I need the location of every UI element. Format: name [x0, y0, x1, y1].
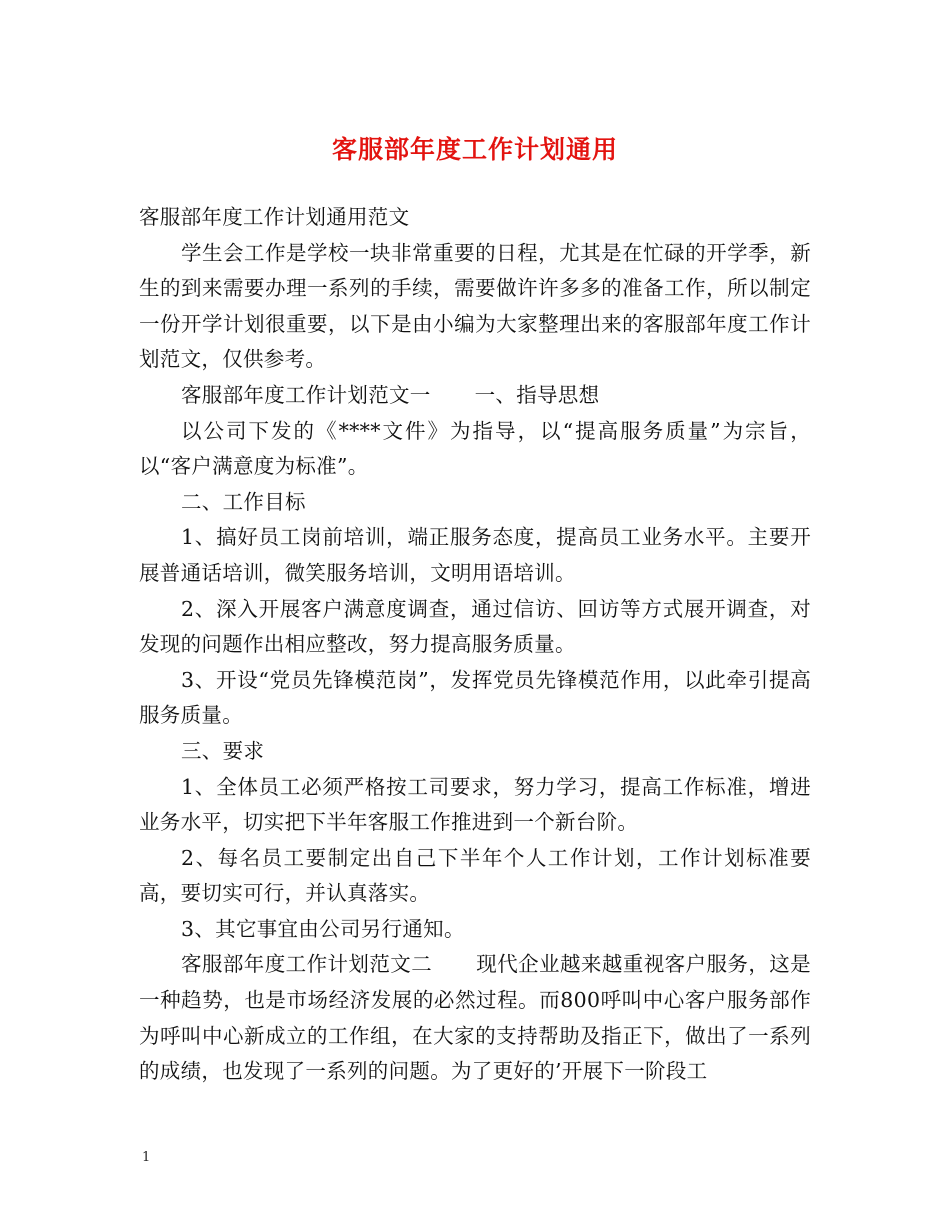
section-2-heading: 客服部年度工作计划范文二	[181, 952, 433, 977]
section-1-heading: 客服部年度工作计划范文一	[181, 382, 431, 407]
section-2-paragraph	[139, 947, 811, 1089]
section-1-subheading: 一、指导思想	[474, 382, 600, 407]
heading-requirements: 三、要求	[181, 738, 265, 763]
requirement-item-3: 3、其它事宜由公司另行通知。	[181, 916, 465, 941]
requirement-item-2: 2、每名员工要制定出自己下半年个人工作计划，工作计划标准要高，要切实可行，并认真落实。	[139, 845, 811, 906]
requirement-item-1: 1、全体员工必须严格按工司要求，努力学习，提高工作标准，增进业务水平，切实把下半年客服工作推进到一个新台阶。	[139, 774, 811, 835]
goal-item-3: 3、开设“党员先锋模范岗”，发挥党员先锋模范作用，以此牵引提高服务质量。	[139, 667, 811, 728]
paragraph-guiding-idea: 以公司下发的《****文件》为指导，以“提高服务质量”为宗旨，以“客户满意度为标准”。	[139, 418, 811, 479]
goal-item-2: 2、深入开展客户满意度调查，通过信访、回访等方式展开调查，对发现的问题作出相应整改，努力提高服务质量。	[139, 596, 811, 657]
section-1-heading-line	[139, 378, 811, 414]
document-subtitle: 客服部年度工作计划通用范文	[139, 205, 410, 229]
heading-work-goals: 二、工作目标	[181, 489, 306, 514]
section-2-text: 现代企业越来越重视客户服务，这是一种趋势，也是市场经济发展的必然过程。而800呼叫中心客户服务部作为呼叫中心新成立的工作组，在大家的支持帮助及指正下，做出了一系列的成绩，也发现了一系列的问题。为了更好的’开展下一阶段工	[139, 952, 811, 1084]
page-number: 1	[142, 1150, 151, 1165]
document-title: 客服部年度工作计划通用	[331, 135, 618, 164]
paragraph-intro: 学生会工作是学校一块非常重要的日程，尤其是在忙碌的开学季，新生的到来需要办理一系列的手续，需要做许许多多的准备工作，所以制定一份开学计划很重要，以下是由小编为大家整理出来的客服部年度工作计划范文，仅供参考。	[139, 240, 811, 372]
goal-item-1: 1、搞好员工岗前培训，端正服务态度，提高员工业务水平。主要开展普通话培训，微笑服务培训，文明用语培训。	[139, 525, 811, 585]
document-body	[139, 200, 811, 1090]
